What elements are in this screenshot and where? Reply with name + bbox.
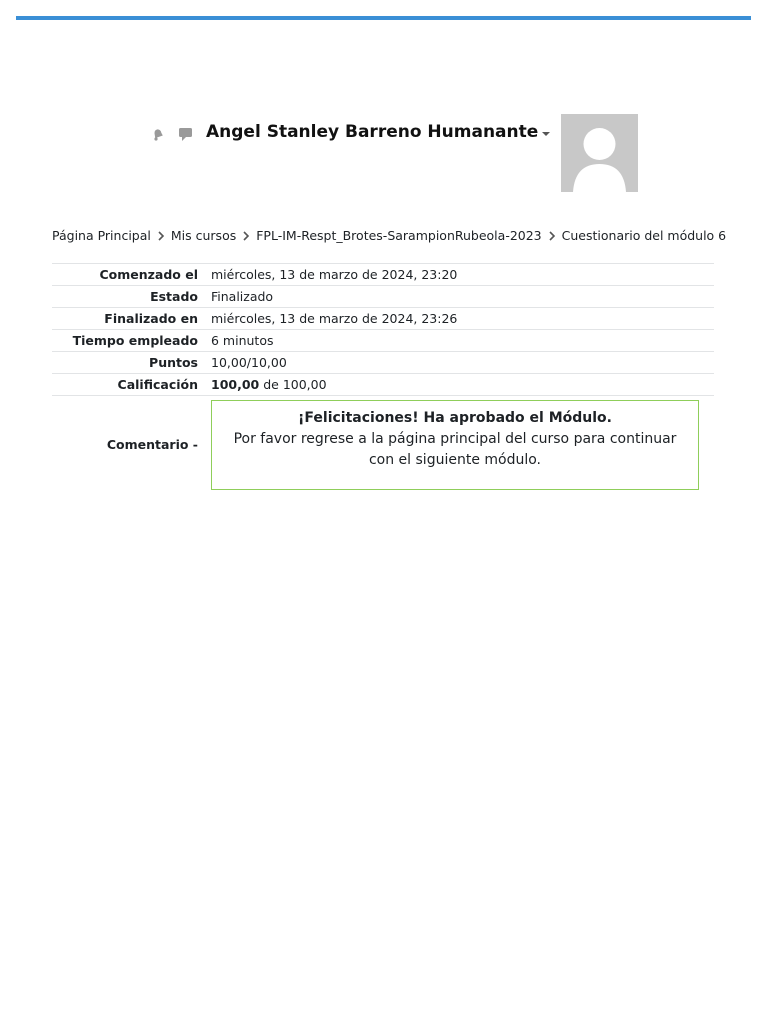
breadcrumb xyxy=(52,228,726,243)
user-menu-toggle[interactable] xyxy=(206,122,550,142)
row-value-state: Finalizado xyxy=(210,286,714,308)
row-label-grade: Calificación xyxy=(52,374,210,396)
row-value-time-taken: 6 minutos xyxy=(210,330,714,352)
chevron-right-icon xyxy=(545,229,559,243)
row-label-time-taken: Tiempo empleado xyxy=(52,330,210,352)
quiz-summary-table xyxy=(52,263,714,492)
chevron-right-icon xyxy=(239,229,253,243)
feedback-body: Por favor regrese a la página principal del curso para continuar con el siguiente módulo. xyxy=(233,430,677,468)
avatar[interactable] xyxy=(561,114,638,192)
header-icons xyxy=(150,126,194,142)
user-name: Angel Stanley Barreno Humanante xyxy=(206,122,539,142)
table-row xyxy=(52,264,714,286)
row-value-finished: miércoles, 13 de marzo de 2024, 23:26 xyxy=(210,308,714,330)
bell-icon[interactable] xyxy=(150,126,166,142)
user-header xyxy=(150,114,638,194)
table-row xyxy=(52,352,714,374)
chevron-right-icon xyxy=(154,229,168,243)
row-label-started: Comenzado el xyxy=(52,264,210,286)
top-accent-bar xyxy=(16,16,751,20)
feedback-title: ¡Felicitaciones! Ha aprobado el Módulo. xyxy=(298,409,612,426)
row-value-grade xyxy=(210,374,714,396)
table-row xyxy=(52,286,714,308)
chat-icon[interactable] xyxy=(178,126,194,142)
table-row xyxy=(52,374,714,396)
table-row xyxy=(52,396,714,493)
breadcrumb-item-course[interactable]: FPL-IM-Respt_Brotes-SarampionRubeola-2023 xyxy=(256,228,542,243)
chevron-down-icon xyxy=(542,132,550,136)
row-value-started: miércoles, 13 de marzo de 2024, 23:20 xyxy=(210,264,714,286)
default-user-icon xyxy=(561,114,638,192)
table-row xyxy=(52,308,714,330)
breadcrumb-item-my-courses[interactable]: Mis cursos xyxy=(170,228,237,243)
grade-max: de 100,00 xyxy=(259,377,327,392)
row-label-finished: Finalizado en xyxy=(52,308,210,330)
table-row xyxy=(52,330,714,352)
feedback-box xyxy=(211,400,699,490)
row-label-state: Estado xyxy=(52,286,210,308)
row-label-comment: Comentario - xyxy=(52,396,210,493)
row-value-points: 10,00/10,00 xyxy=(210,352,714,374)
row-label-points: Puntos xyxy=(52,352,210,374)
row-value-comment xyxy=(210,396,714,493)
breadcrumb-item-home[interactable]: Página Principal xyxy=(52,228,151,243)
breadcrumb-item-quiz[interactable]: Cuestionario del módulo 6 xyxy=(561,228,727,243)
grade-score: 100,00 xyxy=(211,377,260,392)
